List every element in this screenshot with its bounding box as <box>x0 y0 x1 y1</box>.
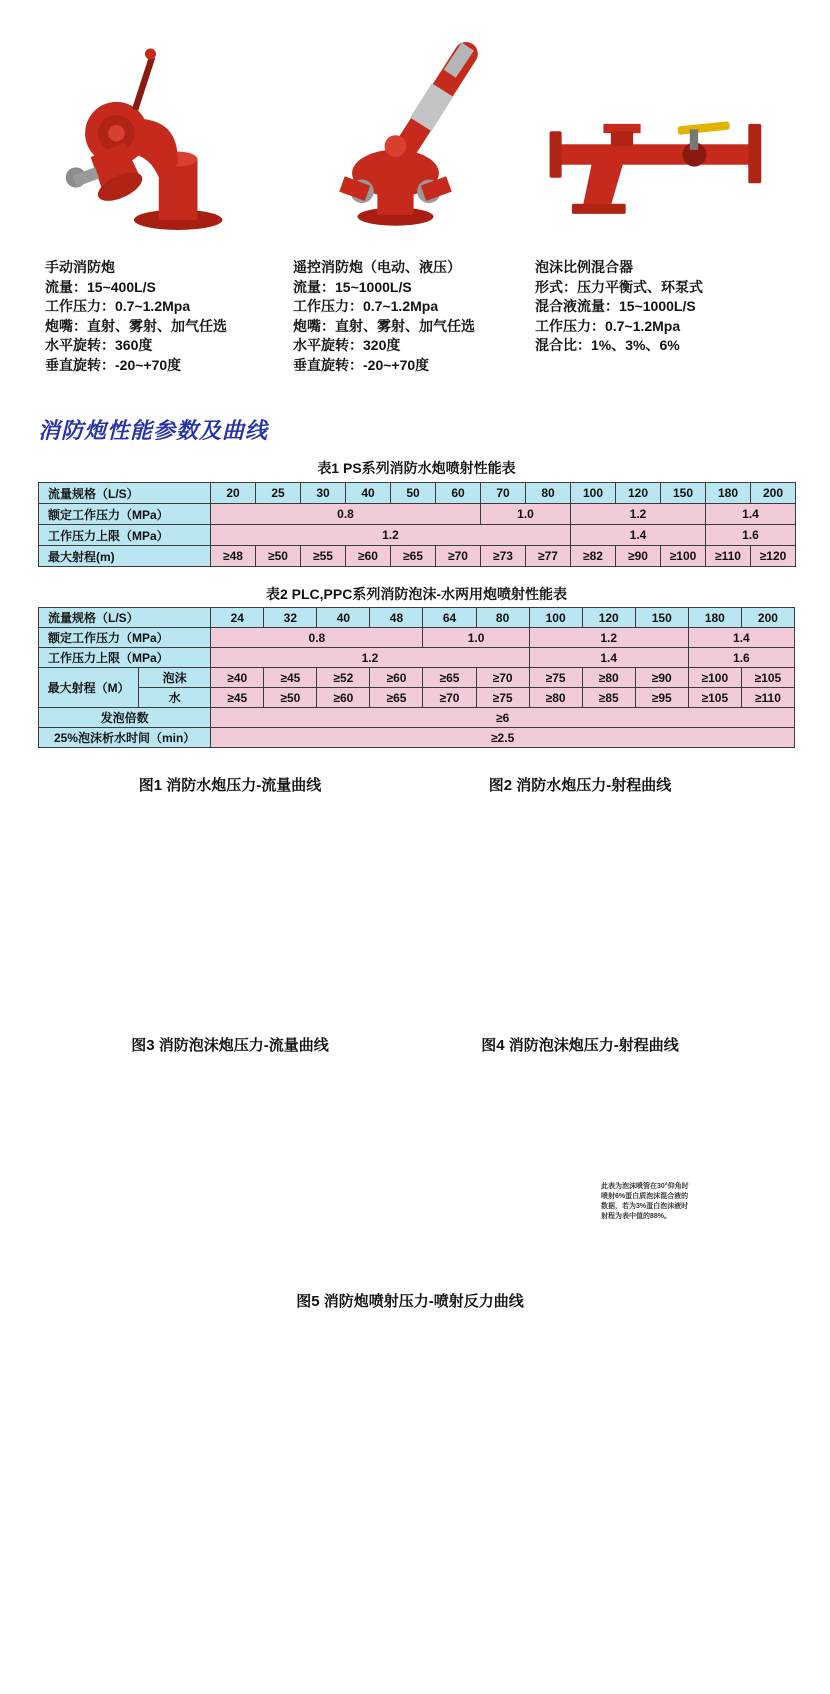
figure3-foam-monitor-flow-chart <box>96 1032 364 1055</box>
table-cell: ≥82 <box>571 546 616 567</box>
table-cell: ≥95 <box>635 688 688 708</box>
table-cell: 24 <box>211 608 264 628</box>
table-cell: 200 <box>751 483 796 504</box>
table-cell: 流量规格（L/S） <box>39 483 211 504</box>
table-cell: 1.6 <box>688 648 794 668</box>
table-cell: 200 <box>741 608 794 628</box>
product-spec-line: 垂直旋转：-20~+70度 <box>293 356 430 373</box>
table-cell: 水 <box>139 688 211 708</box>
table-cell: ≥65 <box>391 546 436 567</box>
table-cell: 180 <box>688 608 741 628</box>
table-cell: ≥80 <box>529 688 582 708</box>
table-cell: 120 <box>582 608 635 628</box>
product-remote-monitor <box>293 30 543 375</box>
table-cell: 100 <box>571 483 616 504</box>
table-cell: 发泡倍数 <box>39 708 211 728</box>
product-manual-monitor <box>45 30 295 375</box>
table-cell: ≥55 <box>301 546 346 567</box>
table-cell: ≥50 <box>264 688 317 708</box>
figure4-note: 此表为泡沫喷管在30°仰角时喷射6%蛋白质泡沫混合液的数据，若为3%蛋白泡沫液时射程为表中值的88%。 <box>601 1183 689 1221</box>
table-cell: 0.8 <box>211 504 481 525</box>
table1-title: 表1 PS系列消防水炮喷射性能表 <box>317 460 516 476</box>
table-cell: ≥70 <box>476 668 529 688</box>
table-cell: 工作压力上限（MPa） <box>39 525 211 546</box>
table-cell: 25 <box>256 483 301 504</box>
table-cell: 150 <box>661 483 706 504</box>
product-spec-line: 流量：15~400L/S <box>45 278 156 295</box>
product-image-area <box>293 30 543 258</box>
table-cell: 30 <box>301 483 346 504</box>
table-cell: ≥75 <box>529 668 582 688</box>
product-name: 遥控消防炮（电动、液压） <box>293 259 461 275</box>
table-cell: ≥105 <box>688 688 741 708</box>
table-cell: ≥80 <box>582 668 635 688</box>
table-cell: 额定工作压力（MPa） <box>39 628 211 648</box>
table-cell: 1.2 <box>571 504 706 525</box>
table-cell: ≥110 <box>706 546 751 567</box>
figure1-water-monitor-flow-chart <box>96 772 364 795</box>
table-cell: 工作压力上限（MPa） <box>39 648 211 668</box>
table-cell: 80 <box>476 608 529 628</box>
table-cell: ≥120 <box>751 546 796 567</box>
table-cell: 32 <box>264 608 317 628</box>
figure4-caption: 图4 消防泡沫炮压力-射程曲线 <box>481 1037 679 1054</box>
table-cell: ≥70 <box>436 546 481 567</box>
figure5-reaction-force-chart <box>105 1288 715 1311</box>
table-cell: 120 <box>616 483 661 504</box>
table-cell: ≥2.5 <box>211 728 795 748</box>
table-cell: ≥77 <box>526 546 571 567</box>
table-cell: 50 <box>391 483 436 504</box>
figure2-water-monitor-range-chart <box>425 772 735 795</box>
table-cell: ≥73 <box>481 546 526 567</box>
table-cell: 1.6 <box>706 525 796 546</box>
product-spec-line: 混合液流量：15~1000L/S <box>535 298 696 314</box>
table2-title: 表2 PLC,PPC系列消防泡沫-水两用炮喷射性能表 <box>265 586 567 602</box>
table-cell: 1.0 <box>423 628 529 648</box>
table-cell: ≥90 <box>616 546 661 567</box>
table-cell: ≥110 <box>741 688 794 708</box>
product-spec-line: 水平旋转：360度 <box>45 337 153 353</box>
product-foam-proportioner <box>535 30 795 356</box>
manual-fire-monitor-image <box>63 36 238 236</box>
table-cell: ≥65 <box>370 688 423 708</box>
table-cell: ≥6 <box>211 708 795 728</box>
product-image-area <box>535 30 795 258</box>
table-cell: 最大射程(m) <box>39 546 211 567</box>
table-cell: ≥90 <box>635 668 688 688</box>
product-spec-line: 工作压力：0.7~1.2Mpa <box>45 298 191 314</box>
table-cell: ≥60 <box>370 668 423 688</box>
table-cell: 1.0 <box>481 504 571 525</box>
table-cell: 48 <box>370 608 423 628</box>
figure2-caption: 图2 消防水炮压力-射程曲线 <box>488 777 672 794</box>
table-cell: ≥40 <box>211 668 264 688</box>
table-cell: ≥52 <box>317 668 370 688</box>
table-cell: 64 <box>423 608 476 628</box>
table-cell: ≥45 <box>264 668 317 688</box>
table-cell: 1.2 <box>211 648 529 668</box>
table-cell: ≥100 <box>661 546 706 567</box>
product-spec-line: 形式：压力平衡式、环泵式 <box>535 278 703 295</box>
table-cell: ≥85 <box>582 688 635 708</box>
table-cell: 0.8 <box>211 628 423 648</box>
table-cell: 100 <box>529 608 582 628</box>
product-image-area <box>45 30 295 258</box>
product-spec-line: 水平旋转：320度 <box>293 337 401 353</box>
table-cell: 1.4 <box>529 648 688 668</box>
remote-fire-monitor-image <box>305 30 495 235</box>
product-spec-line: 炮嘴：直射、雾射、加气任选 <box>45 317 227 334</box>
table-cell: ≥45 <box>211 688 264 708</box>
figure5-caption: 图5 消防炮喷射压力-喷射反力曲线 <box>296 1293 524 1310</box>
table-cell: 60 <box>436 483 481 504</box>
table1-performance-water-monitor <box>38 482 796 567</box>
table-cell: 额定工作压力（MPa） <box>39 504 211 525</box>
table-cell: 泡沫 <box>139 668 211 688</box>
table-cell: 180 <box>706 483 751 504</box>
table-cell: ≥70 <box>423 688 476 708</box>
table-cell: 流量规格（L/S） <box>39 608 211 628</box>
product-spec-line: 工作压力：0.7~1.2Mpa <box>293 298 439 314</box>
table-cell: ≥60 <box>317 688 370 708</box>
table-cell: 1.4 <box>688 628 794 648</box>
figure1-caption: 图1 消防水炮压力-流量曲线 <box>138 777 322 794</box>
product-spec-line: 炮嘴：直射、雾射、加气任选 <box>293 317 475 334</box>
table-cell: 1.4 <box>706 504 796 525</box>
table-cell: 1.2 <box>529 628 688 648</box>
table-cell: 150 <box>635 608 688 628</box>
table-cell: ≥100 <box>688 668 741 688</box>
section-heading: 消防炮性能参数及曲线 <box>38 418 269 443</box>
product-spec-line: 工作压力：0.7~1.2Mpa <box>535 317 681 334</box>
table-cell: 40 <box>346 483 391 504</box>
product-name: 泡沫比例混合器 <box>535 259 633 275</box>
table-cell: 1.2 <box>211 525 571 546</box>
table-cell: ≥50 <box>256 546 301 567</box>
figure4-foam-monitor-range-chart <box>425 1032 735 1221</box>
table-cell: ≥48 <box>211 546 256 567</box>
table-cell: ≥60 <box>346 546 391 567</box>
foam-proportioner-image <box>537 96 772 226</box>
figure3-caption: 图3 消防泡沫炮压力-流量曲线 <box>131 1037 329 1054</box>
product-spec-line: 垂直旋转：-20~+70度 <box>45 356 182 373</box>
table-cell: 40 <box>317 608 370 628</box>
product-spec-line: 混合比：1%、3%、6% <box>535 337 680 353</box>
table-cell: 70 <box>481 483 526 504</box>
product-name: 手动消防炮 <box>45 259 115 275</box>
table-cell: 最大射程（M） <box>39 668 139 708</box>
table-cell: ≥65 <box>423 668 476 688</box>
product-spec-line: 流量：15~1000L/S <box>293 278 412 295</box>
table-cell: 20 <box>211 483 256 504</box>
table-cell: ≥75 <box>476 688 529 708</box>
table2-performance-foam-water-monitor <box>38 607 795 748</box>
table-cell: 1.4 <box>571 525 706 546</box>
table-cell: 25%泡沫析水时间（min） <box>39 728 211 748</box>
table-cell: ≥105 <box>741 668 794 688</box>
table-cell: 80 <box>526 483 571 504</box>
